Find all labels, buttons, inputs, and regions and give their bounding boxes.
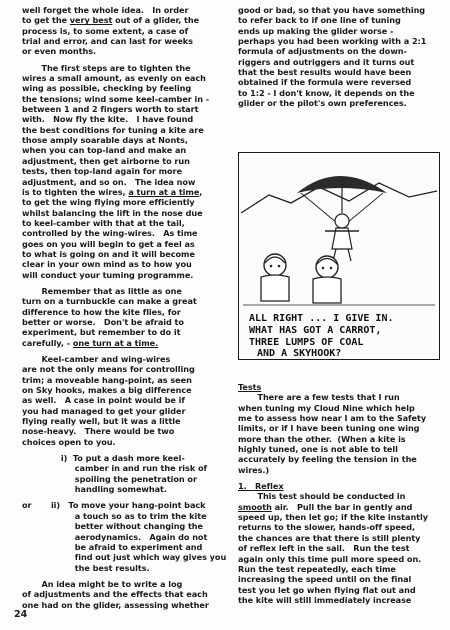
text-line: the chances are that there is still plenty <box>238 532 421 543</box>
text-line: whilst balancing the lift in the nose due <box>22 207 203 218</box>
text-line: are not the only means for controlling <box>22 364 195 375</box>
text-line: highly tuned, one is not able to tell <box>238 444 398 455</box>
caption-line: AND A SKYHOOK? <box>257 348 342 359</box>
text-line: An idea might be to write a log <box>22 578 183 589</box>
text-line: carefully, - one turn at a time. <box>22 337 159 348</box>
text-line: adjustment, and so on. The idea now <box>22 176 196 187</box>
text-line: to get the wing flying more efficiently <box>22 197 195 208</box>
text-line: smooth air. Pull the bar in gently and <box>238 501 413 512</box>
text-line: glider or the pilot's own preferences. <box>238 98 407 109</box>
text-line: when tuning my Cloud Nine which help <box>238 402 415 413</box>
text-line: or even months. <box>22 46 97 57</box>
text-line: trial and error, and can last for weeks <box>22 36 193 47</box>
text-line: me to assess how near I am to the Safety <box>238 413 427 424</box>
cartoon-illustration <box>238 152 440 360</box>
text-line: find out just which way gives you <box>22 552 227 563</box>
left-column <box>22 5 232 610</box>
text-line: formula of adjustments on the down- <box>238 46 407 57</box>
right-figure-body <box>313 277 341 303</box>
text-line: trim; a moveable hang-point, as seen <box>22 374 192 385</box>
text-line: that the best results would have been <box>238 67 412 78</box>
underlined-text: a turn at a time <box>128 186 200 197</box>
text-line: better or worse. Don't be afraid to <box>22 316 184 327</box>
text-line: those amply soarable days at Nonts, <box>22 135 188 146</box>
underlined-text: 1. Reflex <box>238 481 284 492</box>
text-line: with. Now fly the kite. I have found <box>22 114 194 125</box>
text-line: flying really well, but it was a little <box>22 416 181 427</box>
text-line: to what is going on and it will become <box>22 248 195 259</box>
text-line: to refer back to if one line of tuning <box>238 15 401 26</box>
text-line: camber in and run the risk of <box>22 463 207 474</box>
kite-wire-right <box>347 193 383 223</box>
text-line: ends up making the glider worse - <box>238 25 394 36</box>
text-line: adjustment, then get airborne to run <box>22 155 190 166</box>
text-line: the kite will still immediately increase <box>238 594 412 605</box>
text-line: accurately by feeling the tension in the <box>238 454 417 465</box>
caption-line: THREE LUMPS OF COAL <box>249 337 364 348</box>
text-line: i) To put a dash more keel- <box>22 453 185 464</box>
text-line: will conduct your tuming programme. <box>22 269 194 280</box>
text-line: limits, or if I have been tuning one wing <box>238 423 420 434</box>
text-line: perhaps you had been working with a 2:1 <box>238 36 427 47</box>
text-line: The first steps are to tighten the <box>22 62 191 73</box>
text-line: to keel-camber with that at the tail, <box>22 217 185 228</box>
text-line: again only this time pull more speed on. <box>238 553 422 564</box>
text-line: or ii) To move your hang-point back <box>22 500 206 511</box>
page-number: 24 <box>14 609 28 620</box>
text-line: controlled by the wing-wires. As time <box>22 228 198 239</box>
text-line: wires.) <box>238 464 270 475</box>
left-figure-body <box>261 275 289 301</box>
text-line: There are a few tests that I run <box>238 392 400 403</box>
text-line: well forget the whole idea. In order <box>22 5 189 15</box>
underlined-text: very best <box>69 15 113 26</box>
text-line: of adjustments and the effects that each <box>22 589 208 600</box>
text-line: better without changing the <box>22 521 204 532</box>
text-line: riggers and outriggers and it turns out <box>238 56 415 67</box>
text-line: more than the other. (When a kite is <box>238 433 406 444</box>
text-line: the best conditions for tuning a kite are <box>22 124 204 135</box>
text-line: you had managed to get your glider <box>22 405 186 416</box>
text-line: increasing the speed until on the final <box>238 574 412 585</box>
text-line: difference to how the kite flies, for <box>22 306 181 317</box>
text-line: Remember that as little as one <box>22 285 182 296</box>
text-line: be afraid to experiment and <box>22 541 203 552</box>
right-column-top <box>238 5 438 108</box>
text-line: the tensions; wind some keel-camber in - <box>22 93 210 104</box>
text-line: test you let go when flying flat out and <box>238 584 416 595</box>
caption-line: ALL RIGHT ... I GIVE IN. <box>249 313 394 324</box>
text-line: nose-heavy. There would be two <box>22 426 175 437</box>
underlined-text: Tests <box>238 382 262 392</box>
text-line: of reflex left in the sail. Run the test <box>238 543 410 554</box>
caption-line: WHAT HAS GOT A CARROT, <box>249 325 382 336</box>
text-line: between 1 and 2 fingers worth to start <box>22 104 199 115</box>
text-line: as well. A case in point would be if <box>22 395 185 406</box>
text-line: when you can top-land and make an <box>22 145 187 156</box>
text-line: spoiling the penetration or <box>22 473 197 484</box>
text-line: tests, then top-land again for more <box>22 166 182 177</box>
text-line: on Sky hooks, makes a big difference <box>22 385 192 396</box>
text-line: aerodynamics. Again do not <box>22 531 208 542</box>
text-line: This test should be conducted in <box>238 491 406 502</box>
text-line: turn on a turnbuckle can make a great <box>22 296 197 307</box>
text-line: wing as possible, checking by feeling <box>22 83 192 94</box>
right-column-bottom <box>238 382 438 605</box>
underlined-text: smooth <box>238 501 272 512</box>
text-line: Run the test repeatedly, each time <box>238 563 396 574</box>
underlined-text: one turn at a time. <box>72 337 159 348</box>
right-figure-head <box>316 256 338 278</box>
text-line: goes on you will begin to get a feel as <box>22 238 195 249</box>
text-line: experiment, but remember to do it <box>22 327 181 338</box>
text-line: process is, to some extent, a case of <box>22 25 189 36</box>
text-line: is to tighten the wires, a turn at a time, <box>22 186 203 197</box>
text-line: wires a small amount, as evenly on each <box>22 73 206 84</box>
text-line: to 1:2 - I don't know, it depends on the <box>238 87 415 98</box>
text-line: the best results. <box>22 562 150 573</box>
text-line: clear in your own mind as to how you <box>22 259 192 270</box>
text-line: obtained if the formula were reversed <box>238 77 412 88</box>
text-line: a touch so as to trim the kite <box>22 510 207 521</box>
text-line: to get the very best out of a glider, the <box>22 15 200 26</box>
text-line: speed up, then let go; if the kite instantly <box>238 512 428 523</box>
kite-pilot-head <box>335 214 349 228</box>
kite-pilot-leg-right <box>348 249 351 261</box>
kite-wire-left <box>301 193 337 223</box>
text-line: returns to the slower, hands-off speed, <box>238 522 416 533</box>
text-line: choices open to you. <box>22 436 116 447</box>
text-line <box>238 481 438 491</box>
text-line <box>238 382 438 392</box>
text-line: handling somewhat. <box>22 484 167 495</box>
text-line: one had on the glider, assessing whether <box>22 599 209 610</box>
text-line: Keel-camber and wing-wires <box>22 354 171 364</box>
text-line: good or bad, so that you have something <box>238 5 426 15</box>
